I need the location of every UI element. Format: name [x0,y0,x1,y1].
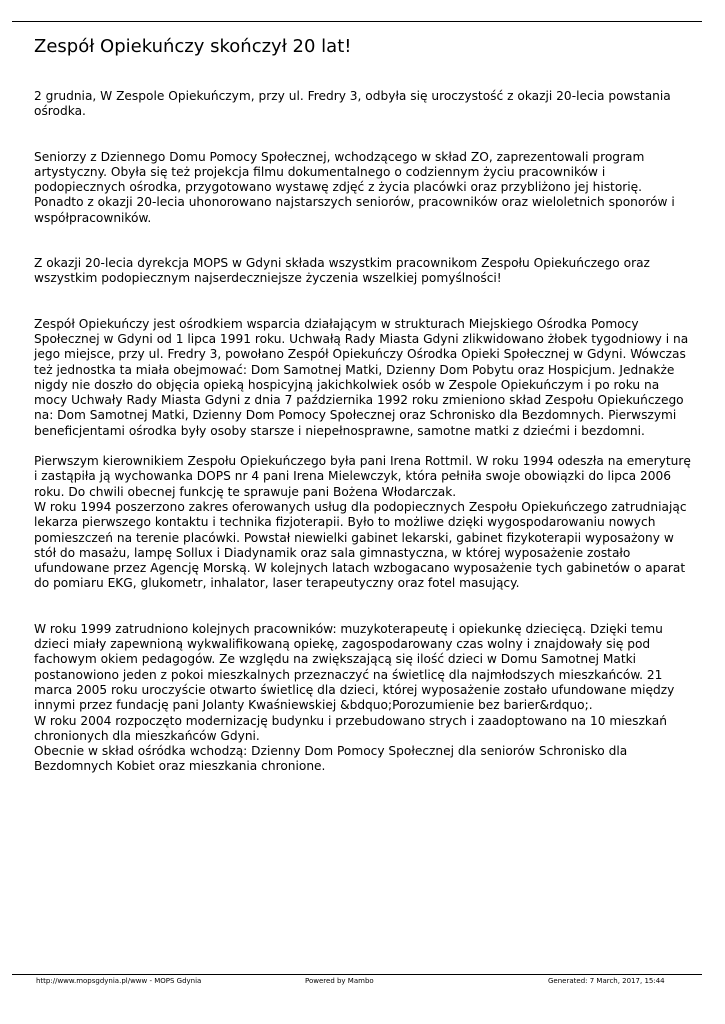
article-body [34,89,694,775]
paragraph-intro: 2 grudnia, W Zespole Opiekuńczym, przy ul. Fredry 3, odbyła się uroczystość z okazji 20-lecia powstania ośrodka. [34,89,671,119]
footer-url: http://www.mopsgdynia.pl/www - MOPS Gdynia [36,977,202,985]
top-divider [12,21,702,22]
paragraph-services: W roku 1994 poszerzono zakres oferowanych usług dla podopiecznych Zespołu Opiekuńczego zatrudniając lekarza pierwszego kontaktu i technika fizjoterapii. Było to możliwe dzięki wygospodarowaniu nowych pomieszczeń na terenie placówki. Powstał niewielki gabinet lekarski, gabinet fizykoterapii wyposażony w stół do masażu, lampę Sollux i Diadynamik oraz sala gimnastyczna, w której wyposażenie zostało ufundowane przez Agencję Morską. W kolejnych latach wzbogacano wyposażenie tych gabinetów o aparat do pomiaru EKG, glukometr, inhalator, laser terapeutyczny oraz fotel masujący. [34,499,687,591]
paragraph-modernization: W roku 2004 rozpoczęto modernizację budynku i przebudowano strych i zaadoptowano na 10 mieszkań chronionych dla mieszkańców Gdyni. [34,713,667,743]
paragraph-staff: W roku 1999 zatrudniono kolejnych pracowników: muzykoterapeutę i opiekunkę dziecięcą. Dzięki temu dzieci miały zapewnioną wykwalifikowaną opiekę, zagospodarowany czas wolny i znajdowały się pod fachowym okiem pedagogów. Ze względu na zwiększającą się ilość dzieci w Domu Samotnej Matki postanowiono jeden z pokoi mieszkalnych przeznaczyć na świetlicę dla najmłodszych mieszkańców. 21 marca 2005 roku uroczyście otwarto świetlicę dla dzieci, której wyposażenie zostało ufundowane między innymi przez fundację pani Jolanty Kwaśniewskiej &bdquo;Porozumienie bez barier&rdquo;. [34,621,675,713]
paragraph-seniors: Seniorzy z Dziennego Domu Pomocy Społecznej, wchodzącego w skład ZO, zaprezentowali program artystyczny. Obyła się też projekcja filmu dokumentalnego o codziennym życiu pracowników i podopiecznych ośrodka, przygotowano wystawę zdjęć z życia placówki oraz przybliżono jej historię. Ponadto z okazji 20-lecia uhonorowano najstarszych seniorów, pracowników oraz wieloletnich sponorów i współpracowników. [34,149,675,225]
page-title: Zespół Opiekuńczy skończył 20 lat! [34,36,352,57]
paragraph-wishes: Z okazji 20-lecia dyrekcja MOPS w Gdyni składa wszystkim pracownikom Zespołu Opiekuńczego oraz wszystkim podopiecznym najserdeczniejsze życzenia wszelkiej pomyślności! [34,256,650,286]
paragraph-current: Obecnie w skład ośródka wchodzą: Dzienny Dom Pomocy Społecznej dla seniorów Schronisko dla Bezdomnych Kobiet oraz mieszkania chronione. [34,744,628,774]
bottom-divider [12,974,702,975]
footer-powered-by: Powered by Mambo [305,977,374,985]
paragraph-managers: Pierwszym kierownikiem Zespołu Opiekuńczego była pani Irena Rottmil. W roku 1994 odeszła na emeryturę i zastąpiła ją wychowanka DOPS nr 4 pani Irena Mielewczyk, która pełniła swoje obowiązki do lipca 2006 roku. Do chwili obecnej funkcję te sprawuje pani Bożena Włodarczak. [34,454,691,499]
footer-generated: Generated: 7 March, 2017, 15:44 [548,977,665,985]
paragraph-history: Zespół Opiekuńczy jest ośrodkiem wsparcia działającym w strukturach Miejskiego Ośrodka Pomocy Społecznej w Gdyni od 1 lipca 1991 roku. Uchwałą Rady Miasta Gdyni zlikwidowano żłobek tygodniowy i na jego miejsce, przy ul. Fredry 3, powołano Zespół Opiekuńczy Ośrodka Opieki Społecznej w Gdyni. Wówczas też jednostka ta miała obejmować: Dom Samotnej Matki, Dzienny Dom Pobytu oraz Hospicjum. Jednakże nigdy nie doszło do objęcia opieką hospicyjną jakichkolwiek osób w Zespole Opiekuńczym i po roku na mocy Uchwały Rady Miasta Gdyni z dnia 7 października 1992 roku zmieniono skład Zespołu Opiekuńczego na: Dom Samotnej Matki, Dzienny Dom Pomocy Społecznej oraz Schronisko dla Bezdomnych. Pierwszymi beneficjentami ośrodka były osoby starsze i niepełnosprawne, samotne matki z dziećmi i bezdomni. [34,316,689,438]
